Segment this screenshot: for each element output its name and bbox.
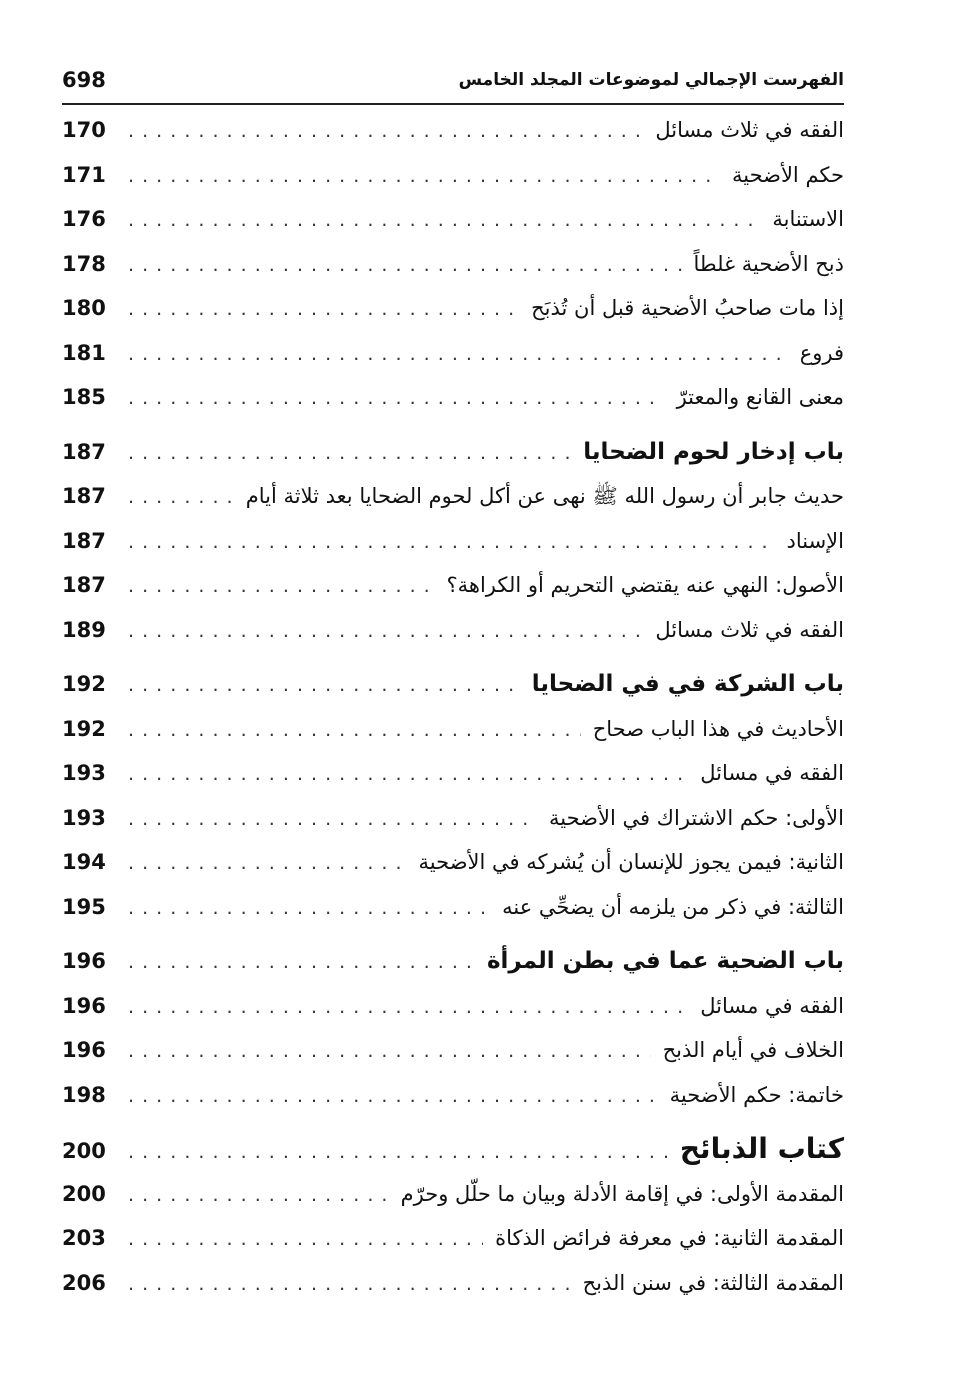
toc-entry-title: باب الشركة في في الضحايا [531,671,844,697]
dot-leader [128,431,571,476]
toc-entry-title: إذا مات صاحبُ الأضحية قبل أن تُذبَح [531,296,844,320]
dot-leader [128,154,720,199]
dot-leader [128,564,434,609]
toc-entry [62,1172,844,1217]
toc-entry-title: فروع [799,340,844,365]
toc-entry-page: 195 [62,894,106,919]
toc-entry [62,1073,844,1118]
toc-entry-title: الفقه في ثلاث مسائل [655,617,844,642]
toc-entry-page: 194 [62,850,106,874]
toc-entry [62,796,844,841]
toc-entry-title: الفقه في مسائل [700,993,844,1018]
toc-entry-page: 192 [62,716,106,741]
toc-entry [62,242,844,287]
toc-entry [62,751,844,796]
toc-entry-title: الأصول: النهي عنه يقتضي التحريم أو الكراهة؟ [446,573,844,597]
table-of-contents [62,108,844,1305]
toc-entry-title: خاتمة: حكم الأضحية [669,1082,844,1107]
toc-entry [62,153,844,198]
toc-entry-title: حديث جابر أن رسول الله ﷺ نهى عن أكل لحوم الضحايا بعد ثلاثة أيام [245,484,844,508]
toc-entry-title: الأحاديث في هذا الباب صحاح [592,716,844,741]
running-title: الفهرست الإجمالي لموضوعات المجلد الخامس [458,70,844,90]
dot-leader [128,109,643,154]
toc-entry [62,563,844,608]
toc-chapter-heading [62,939,844,984]
toc-entry-title: الفقه في مسائل [700,761,844,785]
toc-entry [62,474,844,519]
toc-entry-page: 193 [62,805,106,830]
dot-leader [128,609,643,654]
toc-entry-page: 196 [62,1038,106,1062]
toc-entry [62,108,844,153]
toc-entry-page: 170 [62,118,106,142]
toc-entry-page: 203 [62,1226,106,1250]
dot-leader [128,940,475,985]
dot-leader [128,663,520,708]
toc-entry-page: 180 [62,296,106,320]
toc-entry-title: الفقه في ثلاث مسائل [655,118,844,142]
page-header [62,60,844,100]
toc-entry [62,197,844,242]
dot-leader [128,886,490,931]
page-number: 698 [62,68,106,92]
toc-entry-page: 171 [62,162,106,187]
dot-leader [128,1130,668,1175]
toc-entry-title: كتاب الذبائح [679,1132,844,1165]
toc-entry-page: 187 [62,439,106,464]
dot-leader [128,708,581,753]
dot-leader [128,520,775,565]
toc-chapter-heading [62,662,844,707]
toc-entry-page: 206 [62,1270,106,1295]
toc-entry-page: 185 [62,385,106,409]
dot-leader [128,243,682,288]
toc-entry-title: الإسناد [786,528,844,553]
toc-chapter-heading [62,430,844,475]
toc-entry [62,1216,844,1261]
toc-entry-title: الأولى: حكم الاشتراك في الأضحية [549,805,844,830]
dot-leader [128,841,407,886]
toc-entry [62,885,844,930]
toc-entry-title: المقدمة الأولى: في إقامة الأدلة وبيان ما حلّل وحرّم [400,1181,844,1206]
toc-entry-page: 193 [62,761,106,785]
toc-entry-title: الثانية: فيمن يجوز للإنسان أن يُشركه في الأضحية [418,850,844,874]
dot-leader [128,1262,571,1307]
toc-entry-page: 200 [62,1181,106,1206]
dot-leader [128,985,688,1030]
dot-leader [128,287,519,332]
toc-book-heading [62,1127,844,1172]
toc-entry-page: 187 [62,573,106,597]
toc-entry-page: 187 [62,528,106,553]
toc-entry-title: معنى القانع والمعترّ [676,385,844,409]
toc-entry-page: 200 [62,1139,106,1163]
toc-entry-page: 196 [62,949,106,973]
toc-entry-page: 192 [62,672,106,696]
toc-entry-title: حكم الأضحية [731,162,844,187]
dot-leader [128,752,688,797]
dot-leader [128,1029,651,1074]
toc-entry-title: الاستنابة [772,207,844,231]
toc-entry [62,840,844,885]
toc-entry [62,519,844,564]
dot-leader [128,1217,483,1262]
toc-entry-page: 187 [62,484,106,508]
dot-leader [128,332,788,377]
toc-entry [62,984,844,1029]
toc-entry-page: 181 [62,340,106,365]
toc-entry [62,1028,844,1073]
toc-entry [62,608,844,653]
toc-entry [62,331,844,376]
toc-entry-title: باب إدخار لحوم الضحايا [583,438,844,465]
dot-leader [128,475,234,520]
toc-entry-page: 198 [62,1082,106,1107]
dot-leader [128,797,537,842]
dot-leader [128,376,665,421]
toc-entry [62,1261,844,1306]
toc-entry [62,707,844,752]
toc-entry-page: 178 [62,251,106,276]
dot-leader [128,1074,658,1119]
toc-entry-title: المقدمة الثالثة: في سنن الذبح [582,1270,844,1295]
toc-entry-title: الثالثة: في ذكر من يلزمه أن يضحِّي عنه [502,894,844,919]
dot-leader [128,1173,389,1218]
toc-entry [62,286,844,331]
toc-entry-title: باب الضحية عما في بطن المرأة [486,948,844,974]
toc-entry-page: 196 [62,993,106,1018]
header-rule [62,103,844,105]
toc-entry-title: الخلاف في أيام الذبح [662,1038,844,1062]
toc-entry [62,375,844,420]
toc-entry-page: 176 [62,207,106,231]
dot-leader [128,198,760,243]
toc-entry-title: المقدمة الثانية: في معرفة فرائض الذكاة [495,1226,844,1250]
toc-entry-page: 189 [62,617,106,642]
toc-entry-title: ذبح الأضحية غلطاً [693,251,844,276]
